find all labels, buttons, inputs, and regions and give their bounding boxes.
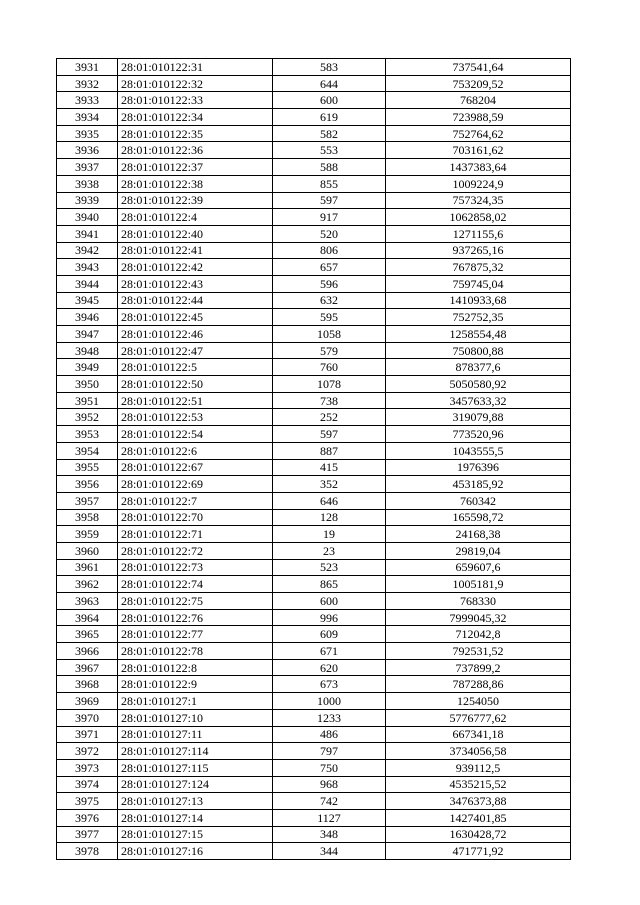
cadastral-value-cell: 453185,92 [386,476,571,493]
cadastral-number-cell: 28:01:010122:43 [118,275,273,292]
cadastral-value-cell: 4535215,52 [386,776,571,793]
cadastral-value-cell: 1271155,6 [386,225,571,242]
cadastral-value-cell: 1043555,5 [386,442,571,459]
cadastral-number-cell: 28:01:010122:45 [118,309,273,326]
area-cell: 671 [273,643,386,660]
cadastral-value-cell: 750800,88 [386,342,571,359]
row-number-cell: 3973 [57,759,118,776]
cadastral-value-cell: 659607,6 [386,559,571,576]
cadastral-value-cell: 3476373,88 [386,793,571,810]
area-cell: 597 [273,192,386,209]
table-row [57,593,571,610]
table-row [57,259,571,276]
table-row [57,225,571,242]
cadastral-number-cell: 28:01:010127:13 [118,793,273,810]
cadastral-number-cell: 28:01:010122:40 [118,225,273,242]
table-body [57,59,571,860]
cadastral-value-cell: 24168,38 [386,526,571,543]
cadastral-value-cell: 937265,16 [386,242,571,259]
table-row [57,793,571,810]
cadastral-value-cell: 1258554,48 [386,326,571,343]
area-cell: 1058 [273,326,386,343]
cadastral-value-cell: 753209,52 [386,75,571,92]
area-cell: 415 [273,459,386,476]
table-row [57,659,571,676]
cadastral-number-cell: 28:01:010122:35 [118,125,273,142]
cadastral-value-cell: 1437383,64 [386,159,571,176]
row-number-cell: 3971 [57,726,118,743]
row-number-cell: 3966 [57,643,118,660]
cadastral-number-cell: 28:01:010122:44 [118,292,273,309]
table-row [57,576,571,593]
cadastral-value-cell: 752764,62 [386,125,571,142]
cadastral-number-cell: 28:01:010122:76 [118,609,273,626]
cadastral-number-cell: 28:01:010122:38 [118,175,273,192]
table-row [57,709,571,726]
row-number-cell: 3941 [57,225,118,242]
table-row [57,342,571,359]
table-row [57,643,571,660]
cadastral-value-cell: 1062858,02 [386,209,571,226]
table-row [57,526,571,543]
cadastral-value-cell: 712042,8 [386,626,571,643]
row-number-cell: 3960 [57,542,118,559]
row-number-cell: 3949 [57,359,118,376]
cadastral-number-cell: 28:01:010122:70 [118,509,273,526]
cadastral-number-cell: 28:01:010122:4 [118,209,273,226]
area-cell: 917 [273,209,386,226]
cadastral-number-cell: 28:01:010127:15 [118,826,273,843]
table-row [57,693,571,710]
cadastral-number-cell: 28:01:010122:69 [118,476,273,493]
cadastral-number-cell: 28:01:010122:8 [118,659,273,676]
cadastral-value-cell: 1427401,85 [386,809,571,826]
cadastral-number-cell: 28:01:010122:9 [118,676,273,693]
area-cell: 1000 [273,693,386,710]
area-cell: 588 [273,159,386,176]
cadastral-value-cell: 723988,59 [386,109,571,126]
cadastral-value-table [56,58,571,860]
cadastral-value-cell: 1630428,72 [386,826,571,843]
table-row [57,676,571,693]
table-row [57,275,571,292]
cadastral-value-cell: 939112,5 [386,759,571,776]
cadastral-value-cell: 757324,35 [386,192,571,209]
area-cell: 797 [273,743,386,760]
row-number-cell: 3951 [57,392,118,409]
table-row [57,442,571,459]
table-row [57,142,571,159]
area-cell: 352 [273,476,386,493]
cadastral-number-cell: 28:01:010122:71 [118,526,273,543]
cadastral-value-cell: 29819,04 [386,542,571,559]
cadastral-value-cell: 752752,35 [386,309,571,326]
table-row [57,459,571,476]
cadastral-value-cell: 3734056,58 [386,743,571,760]
table-row [57,726,571,743]
cadastral-number-cell: 28:01:010122:50 [118,376,273,393]
cadastral-number-cell: 28:01:010127:115 [118,759,273,776]
table-row [57,125,571,142]
table-row [57,626,571,643]
cadastral-value-cell: 787288,86 [386,676,571,693]
area-cell: 887 [273,442,386,459]
area-cell: 596 [273,275,386,292]
cadastral-value-cell: 768330 [386,593,571,610]
table-row [57,175,571,192]
area-cell: 1233 [273,709,386,726]
area-cell: 760 [273,359,386,376]
cadastral-number-cell: 28:01:010122:72 [118,542,273,559]
cadastral-number-cell: 28:01:010122:6 [118,442,273,459]
row-number-cell: 3964 [57,609,118,626]
row-number-cell: 3969 [57,693,118,710]
cadastral-value-cell: 5776777,62 [386,709,571,726]
area-cell: 750 [273,759,386,776]
row-number-cell: 3978 [57,843,118,860]
row-number-cell: 3935 [57,125,118,142]
cadastral-value-cell: 5050580,92 [386,376,571,393]
cadastral-number-cell: 28:01:010127:114 [118,743,273,760]
cadastral-value-cell: 1254050 [386,693,571,710]
area-cell: 595 [273,309,386,326]
area-cell: 597 [273,426,386,443]
table-row [57,743,571,760]
table-row [57,492,571,509]
area-cell: 486 [273,726,386,743]
cadastral-number-cell: 28:01:010122:31 [118,59,273,76]
cadastral-number-cell: 28:01:010122:73 [118,559,273,576]
cadastral-value-cell: 737541,64 [386,59,571,76]
area-cell: 644 [273,75,386,92]
cadastral-value-cell: 1976396 [386,459,571,476]
row-number-cell: 3972 [57,743,118,760]
cadastral-number-cell: 28:01:010122:34 [118,109,273,126]
cadastral-value-cell: 878377,6 [386,359,571,376]
cadastral-number-cell: 28:01:010122:39 [118,192,273,209]
cadastral-number-cell: 28:01:010122:51 [118,392,273,409]
cadastral-number-cell: 28:01:010122:78 [118,643,273,660]
area-cell: 583 [273,59,386,76]
table-row [57,759,571,776]
area-cell: 632 [273,292,386,309]
table-row [57,843,571,860]
table-row [57,476,571,493]
area-cell: 348 [273,826,386,843]
cadastral-number-cell: 28:01:010122:37 [118,159,273,176]
cadastral-value-cell: 471771,92 [386,843,571,860]
area-cell: 742 [273,793,386,810]
cadastral-value-cell: 165598,72 [386,509,571,526]
row-number-cell: 3959 [57,526,118,543]
cadastral-value-cell: 319079,88 [386,409,571,426]
cadastral-number-cell: 28:01:010122:47 [118,342,273,359]
table-row [57,326,571,343]
cadastral-value-cell: 792531,52 [386,643,571,660]
cadastral-value-cell: 737899,2 [386,659,571,676]
table-row [57,426,571,443]
cadastral-value-cell: 1009224,9 [386,175,571,192]
area-cell: 344 [273,843,386,860]
row-number-cell: 3947 [57,326,118,343]
cadastral-number-cell: 28:01:010122:36 [118,142,273,159]
area-cell: 252 [273,409,386,426]
row-number-cell: 3946 [57,309,118,326]
area-cell: 600 [273,92,386,109]
cadastral-value-cell: 3457633,32 [386,392,571,409]
cadastral-number-cell: 28:01:010122:74 [118,576,273,593]
area-cell: 806 [273,242,386,259]
cadastral-number-cell: 28:01:010122:54 [118,426,273,443]
cadastral-number-cell: 28:01:010122:7 [118,492,273,509]
row-number-cell: 3945 [57,292,118,309]
area-cell: 23 [273,542,386,559]
row-number-cell: 3931 [57,59,118,76]
cadastral-number-cell: 28:01:010122:33 [118,92,273,109]
table-row [57,542,571,559]
area-cell: 600 [273,593,386,610]
cadastral-value-cell: 773520,96 [386,426,571,443]
table-row [57,826,571,843]
row-number-cell: 3968 [57,676,118,693]
cadastral-number-cell: 28:01:010122:41 [118,242,273,259]
row-number-cell: 3942 [57,242,118,259]
cadastral-number-cell: 28:01:010127:1 [118,693,273,710]
row-number-cell: 3939 [57,192,118,209]
cadastral-value-cell: 667341,18 [386,726,571,743]
row-number-cell: 3976 [57,809,118,826]
area-cell: 968 [273,776,386,793]
row-number-cell: 3954 [57,442,118,459]
table-row [57,159,571,176]
table-row [57,409,571,426]
area-cell: 609 [273,626,386,643]
row-number-cell: 3952 [57,409,118,426]
row-number-cell: 3943 [57,259,118,276]
row-number-cell: 3967 [57,659,118,676]
row-number-cell: 3970 [57,709,118,726]
table-row [57,109,571,126]
area-cell: 1127 [273,809,386,826]
area-cell: 582 [273,125,386,142]
cadastral-number-cell: 28:01:010122:42 [118,259,273,276]
cadastral-value-cell: 1005181,9 [386,576,571,593]
area-cell: 553 [273,142,386,159]
row-number-cell: 3956 [57,476,118,493]
table-row [57,59,571,76]
row-number-cell: 3948 [57,342,118,359]
row-number-cell: 3940 [57,209,118,226]
area-cell: 646 [273,492,386,509]
area-cell: 865 [273,576,386,593]
row-number-cell: 3950 [57,376,118,393]
row-number-cell: 3965 [57,626,118,643]
table-row [57,776,571,793]
area-cell: 738 [273,392,386,409]
table-row [57,376,571,393]
cadastral-number-cell: 28:01:010122:5 [118,359,273,376]
row-number-cell: 3977 [57,826,118,843]
table-row [57,309,571,326]
cadastral-number-cell: 28:01:010122:53 [118,409,273,426]
area-cell: 128 [273,509,386,526]
table-row [57,92,571,109]
table-row [57,292,571,309]
cadastral-number-cell: 28:01:010122:46 [118,326,273,343]
cadastral-value-cell: 1410933,68 [386,292,571,309]
area-cell: 996 [273,609,386,626]
area-cell: 520 [273,225,386,242]
row-number-cell: 3958 [57,509,118,526]
table-row [57,609,571,626]
table-row [57,509,571,526]
row-number-cell: 3936 [57,142,118,159]
cadastral-number-cell: 28:01:010127:124 [118,776,273,793]
row-number-cell: 3975 [57,793,118,810]
row-number-cell: 3961 [57,559,118,576]
row-number-cell: 3932 [57,75,118,92]
row-number-cell: 3933 [57,92,118,109]
cadastral-value-cell: 760342 [386,492,571,509]
cadastral-number-cell: 28:01:010122:75 [118,593,273,610]
row-number-cell: 3963 [57,593,118,610]
cadastral-number-cell: 28:01:010127:16 [118,843,273,860]
cadastral-value-cell: 703161,62 [386,142,571,159]
area-cell: 19 [273,526,386,543]
area-cell: 619 [273,109,386,126]
cadastral-value-cell: 7999045,32 [386,609,571,626]
area-cell: 673 [273,676,386,693]
table-row [57,75,571,92]
cadastral-number-cell: 28:01:010127:14 [118,809,273,826]
cadastral-number-cell: 28:01:010122:77 [118,626,273,643]
cadastral-value-cell: 768204 [386,92,571,109]
cadastral-value-cell: 759745,04 [386,275,571,292]
row-number-cell: 3953 [57,426,118,443]
area-cell: 579 [273,342,386,359]
cadastral-number-cell: 28:01:010122:32 [118,75,273,92]
row-number-cell: 3974 [57,776,118,793]
area-cell: 523 [273,559,386,576]
cadastral-number-cell: 28:01:010127:10 [118,709,273,726]
cadastral-number-cell: 28:01:010127:11 [118,726,273,743]
table-row [57,192,571,209]
row-number-cell: 3955 [57,459,118,476]
row-number-cell: 3937 [57,159,118,176]
row-number-cell: 3962 [57,576,118,593]
table-row [57,392,571,409]
area-cell: 620 [273,659,386,676]
cadastral-value-cell: 767875,32 [386,259,571,276]
table-row [57,209,571,226]
area-cell: 1078 [273,376,386,393]
table-row [57,559,571,576]
row-number-cell: 3957 [57,492,118,509]
area-cell: 657 [273,259,386,276]
row-number-cell: 3944 [57,275,118,292]
row-number-cell: 3934 [57,109,118,126]
area-cell: 855 [273,175,386,192]
cadastral-number-cell: 28:01:010122:67 [118,459,273,476]
table-row [57,809,571,826]
table-row [57,242,571,259]
table-row [57,359,571,376]
row-number-cell: 3938 [57,175,118,192]
